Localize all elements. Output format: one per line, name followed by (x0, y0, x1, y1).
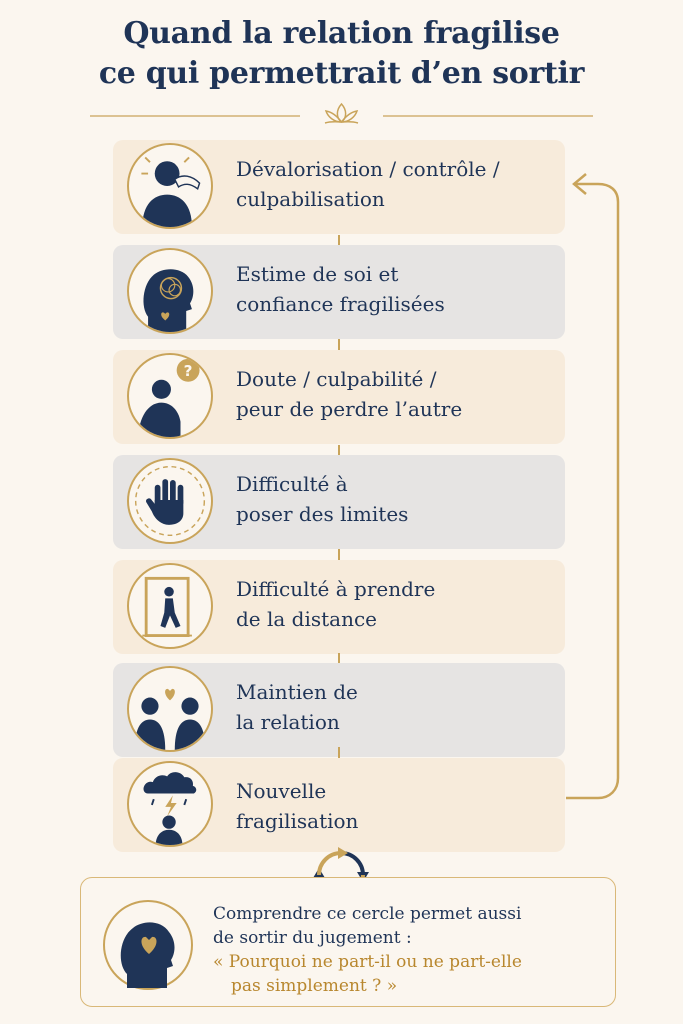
step-label: Difficulté à poser des limites (236, 472, 409, 526)
step-devalorisation (113, 140, 565, 234)
page-title (0, 14, 683, 94)
step-limites (113, 455, 565, 549)
step-label: Estime de soi et confiance fragilisées (236, 262, 445, 316)
door-exit-icon (127, 563, 213, 649)
heart-head-icon (103, 900, 193, 990)
conclusion-line-2: de sortir du jugement : (213, 928, 412, 948)
svg-text:?: ? (183, 361, 193, 380)
couple-heart-icon (127, 666, 213, 752)
conclusion-box (80, 877, 616, 1007)
tangled-mind-icon (127, 248, 213, 334)
step-doute (113, 350, 565, 444)
conclusion-quote-1: « Pourquoi ne part-il ou ne part-elle (213, 952, 522, 972)
conclusion-quote-2: pas simplement ? » (231, 976, 398, 996)
conclusion-line-1: Comprendre ce cercle permet aussi (213, 904, 522, 924)
title-line-1: Quand la relation fragilise (123, 16, 560, 51)
lotus-icon (325, 104, 358, 123)
lotus-divider (90, 100, 593, 130)
conclusion-text (213, 902, 603, 998)
step-label: Difficulté à prendre de la distance (236, 577, 436, 631)
step-label: Doute / culpabilité / peur de perdre l’autre (236, 367, 463, 421)
loop-back-arrow (560, 170, 630, 810)
step-label: Maintien de la relation (236, 680, 358, 734)
stop-hand-icon (127, 458, 213, 544)
step-nouvelle-fragilisation (113, 758, 565, 852)
step-estime (113, 245, 565, 339)
storm-cloud-icon (127, 761, 213, 847)
step-maintien (113, 663, 565, 757)
doubt-question-icon (127, 353, 213, 439)
title-line-2: ce qui permettrait d’en sortir (98, 56, 585, 91)
step-label: Nouvelle fragilisation (236, 779, 359, 833)
step-label: Dévalorisation / contrôle / culpabilisation (236, 157, 500, 211)
step-distance (113, 560, 565, 654)
head-touch-icon (127, 143, 213, 229)
